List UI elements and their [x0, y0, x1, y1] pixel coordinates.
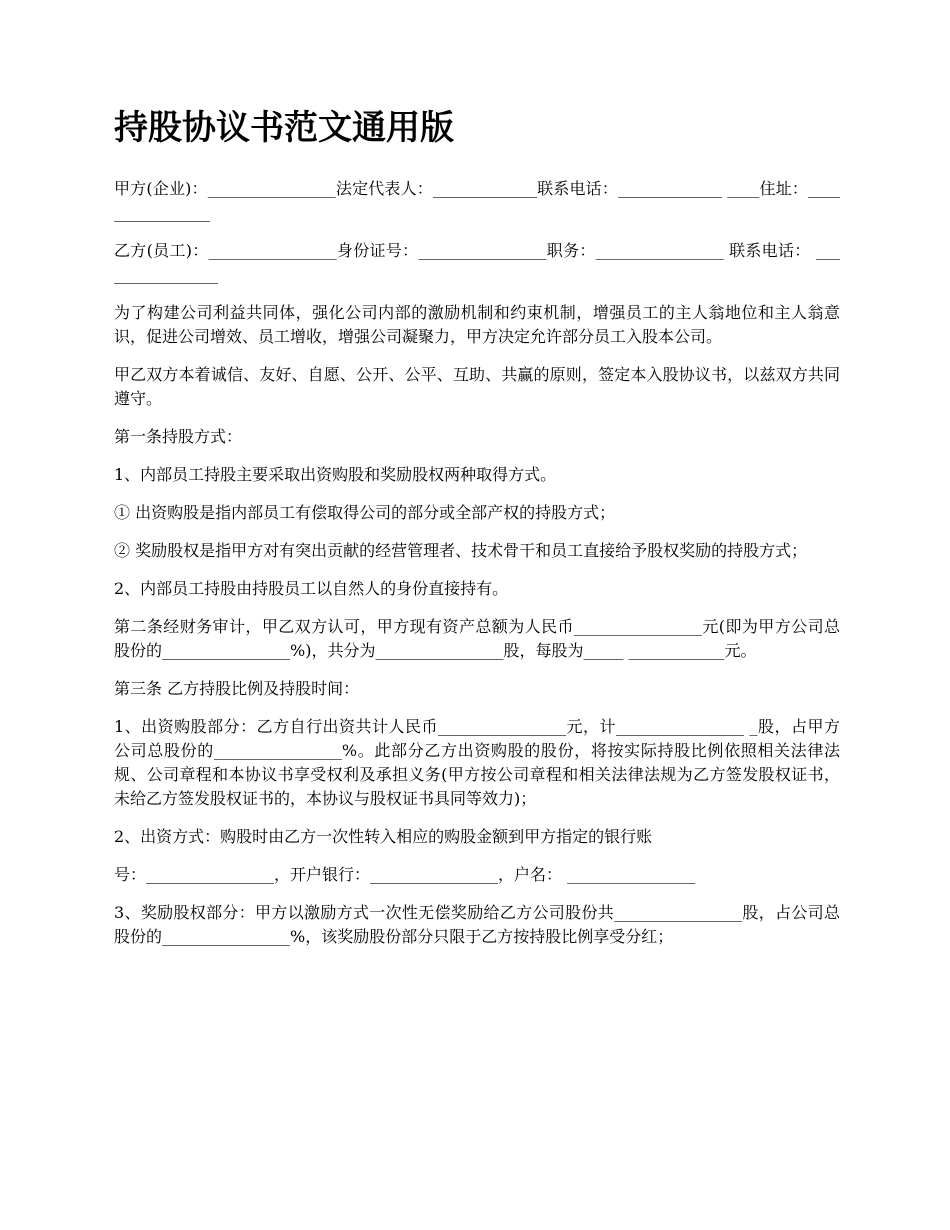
document-page [114, 108, 840, 963]
principles-paragraph: 甲乙双方本着诚信、友好、自愿、公开、公平、互助、共赢的原则，签定本入股协议书，以兹双方共同遵守。 [114, 364, 840, 408]
bank-account-line: 号：________________，开户银行：________________，户名： ________________ [114, 864, 696, 884]
preamble-paragraph: 为了构建公司利益共同体，强化公司内部的激励机制和约束机制，增强员工的主人翁地位和主人翁意识，促进公司增效、员工增收，增强公司凝聚力，甲方决定允许部分员工入股本公司。 [114, 302, 840, 346]
article-2-paragraph: 第二条经财务审计，甲乙双方认可，甲方现有资产总额为人民币________________元(即为甲方公司总股份的________________%)，共分为________________股，每股为_____ ____________元。 [114, 616, 840, 660]
article-1-item-1a: ① 出资购股是指内部员工有偿取得公司的部分或全部产权的持股方式； [114, 502, 616, 522]
article-1-heading: 第一条持股方式： [114, 426, 243, 446]
party-a-info: 甲方(企业)：________________法定代表人：_____________联系电话：_____________ ____住址：________________ [114, 178, 840, 222]
article-3-item-3: 3、奖励股权部分：甲方以激励方式一次性无偿奖励给乙方公司股份共________________股，占公司总股份的________________%，该奖励股份部分只限于乙方按持股比例享受分红； [114, 902, 840, 946]
article-1-item-1: 1、内部员工持股主要采取出资购股和奖励股权两种取得方式。 [114, 464, 557, 484]
article-3-item-2: 2、出资方式：购股时由乙方一次性转入相应的购股金额到甲方指定的银行账 [114, 826, 653, 846]
article-1-item-2: 2、内部员工持股由持股员工以自然人的身份直接持有。 [114, 578, 509, 598]
article-1-item-1b: ② 奖励股权是指甲方对有突出贡献的经营管理者、技术骨干和员工直接给予股权奖励的持股方式； [114, 540, 808, 560]
article-3-heading: 第三条 乙方持股比例及持股时间： [114, 678, 360, 698]
document-title: 持股协议书范文通用版 [114, 108, 454, 148]
article-3-item-1: 1、出资购股部分：乙方自行出资共计人民币________________元，计________________ _股，占甲方公司总股份的________________%。此部分乙方出资购股的股份，将按实际持股比例依照相关法律法规、公司章程和本协议书享受权利及承担义务(甲方按公司章程和相关法律法规为乙方签发股权证书，未给乙方签发股权证书的，本协议与股权证书具同等效力)； [114, 716, 840, 808]
party-b-info: 乙方(员工)：________________身份证号：________________职务：________________ 联系电话： ________________ [114, 240, 840, 284]
